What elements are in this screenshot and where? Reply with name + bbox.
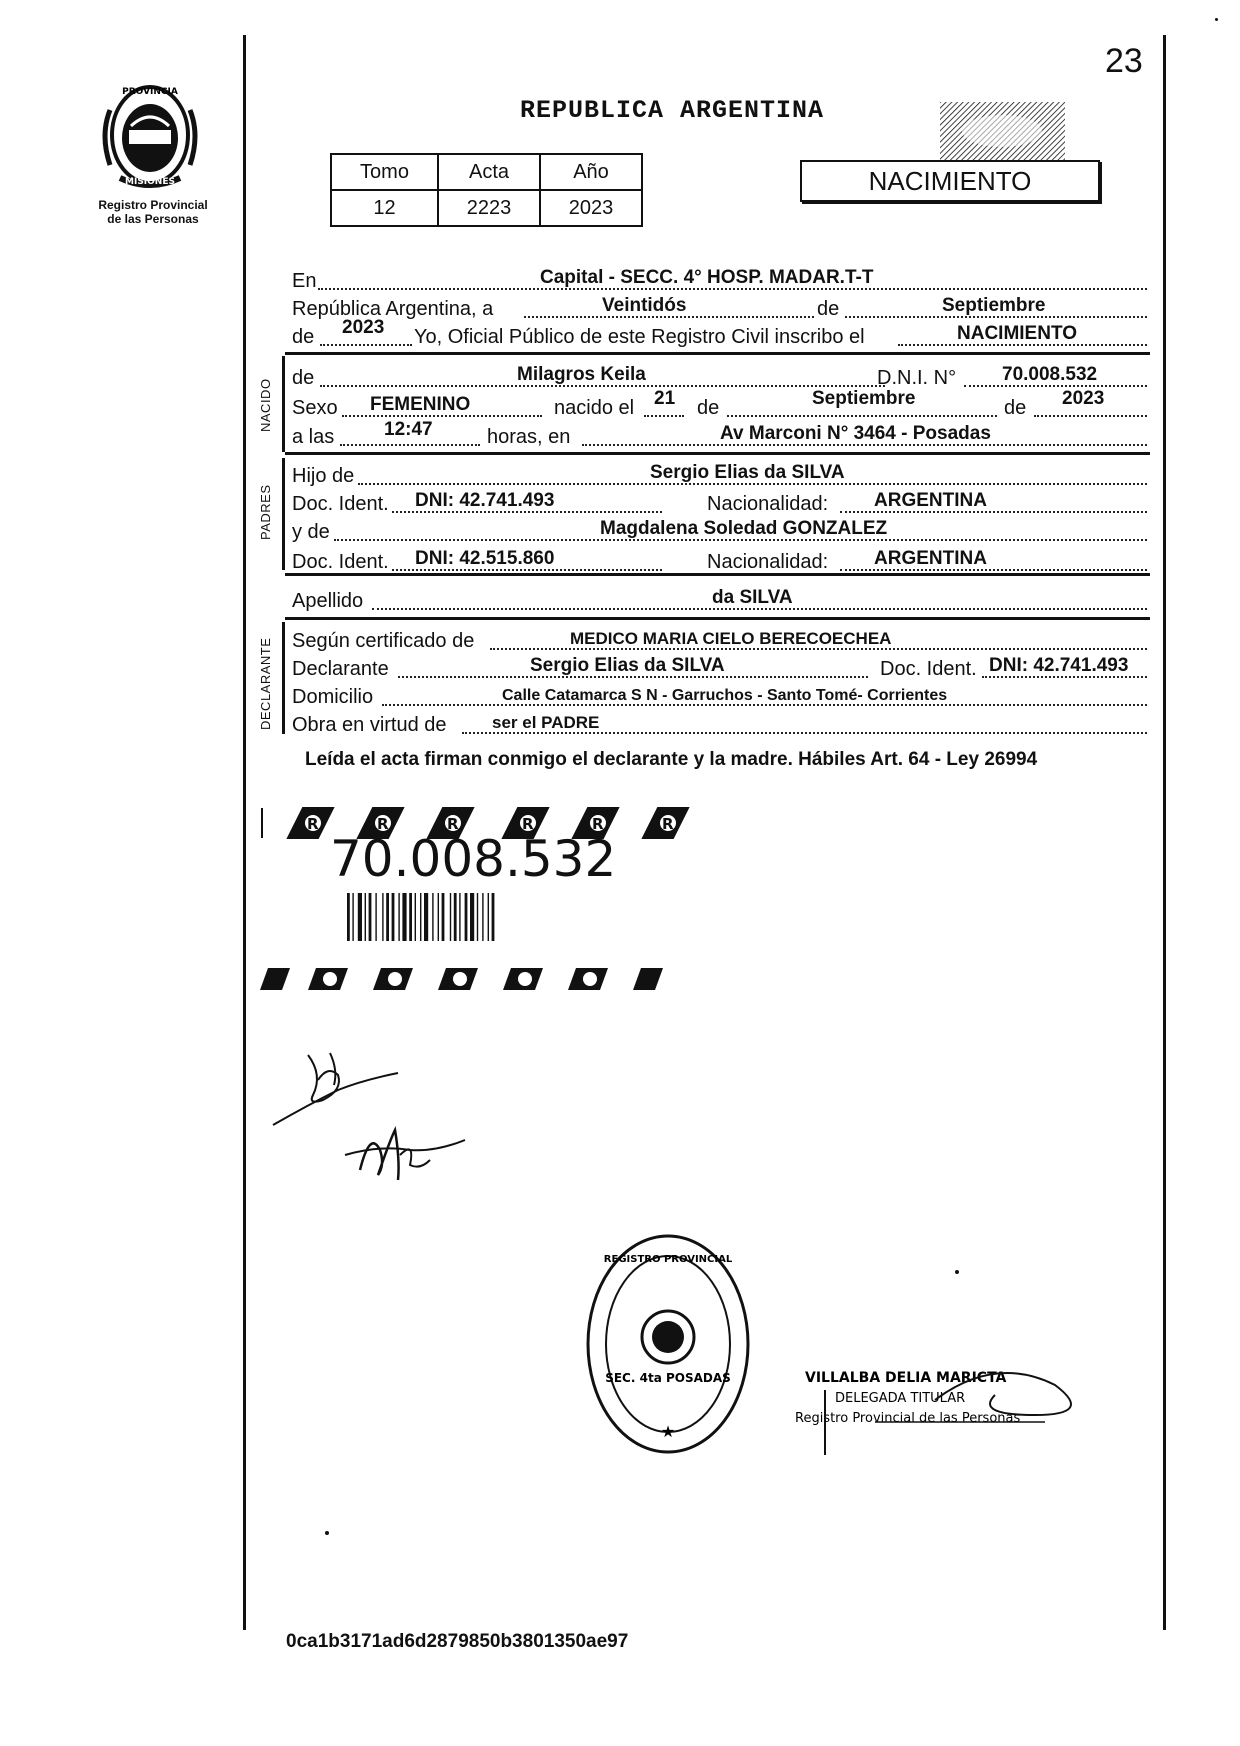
issuer-caption-line2: de las Personas	[107, 212, 199, 226]
svg-text:MISIONES: MISIONES	[125, 177, 175, 187]
document-title: REPUBLICA ARGENTINA	[520, 96, 825, 125]
stamped-dni-number: 70.008.532	[330, 830, 617, 888]
barcode	[347, 893, 569, 941]
row-mother-doc	[292, 546, 1147, 574]
official-role: DELEGADA TITULAR	[835, 1391, 966, 1406]
label-nacionalidad: Nacionalidad:	[707, 493, 829, 515]
svg-text:R: R	[592, 815, 604, 833]
official-signature-stamp	[795, 1360, 1105, 1460]
value-day-words: Veintidós	[602, 295, 687, 316]
value-father-name: Sergio Elias da SILVA	[650, 462, 845, 483]
value-time: 12:47	[384, 419, 433, 440]
label-de-year: de	[292, 326, 315, 348]
value-mother-nationality: ARGENTINA	[874, 548, 987, 569]
value-father-doc: DNI: 42.741.493	[415, 490, 555, 511]
row-father	[292, 460, 1147, 488]
svg-text:R: R	[307, 815, 319, 833]
value-act-word: NACIMIENTO	[957, 323, 1077, 344]
value-sexo: FEMENINO	[370, 394, 471, 415]
value-apellido: da SILVA	[712, 587, 793, 608]
label-certificado: Según certificado de	[292, 630, 475, 652]
signature-mother	[340, 1110, 470, 1190]
label-obra: Obra en virtud de	[292, 714, 447, 736]
registry-table	[330, 153, 643, 227]
row-apellido	[292, 585, 1147, 613]
value-child-dni: 70.008.532	[1002, 364, 1098, 385]
svg-text:R: R	[662, 815, 674, 833]
label-doc-ident: Doc. Ident.	[292, 493, 389, 515]
label-horas-en: horas, en	[487, 426, 571, 448]
row-mother	[292, 516, 1147, 544]
value-mother-doc: DNI: 42.515.860	[415, 548, 555, 569]
value-certificado: MEDICO MARIA CIELO BERECOECHEA	[570, 629, 892, 648]
header-anio: Año	[540, 154, 642, 190]
svg-text:R: R	[377, 815, 389, 833]
value-anio: 2023	[540, 190, 642, 226]
nacido-bracket	[282, 356, 285, 452]
declarante-bracket	[282, 622, 285, 734]
security-watermark-row-top	[258, 800, 718, 833]
security-hatch-stamp	[940, 102, 1065, 160]
scan-speck	[1215, 18, 1218, 21]
label-de-month: de	[697, 397, 720, 419]
value-month: Septiembre	[942, 295, 1046, 316]
label-de-year2: de	[1004, 397, 1027, 419]
value-father-nationality: ARGENTINA	[874, 490, 987, 511]
svg-text:REGISTRO PROVINCIAL: REGISTRO PROVINCIAL	[603, 1254, 733, 1265]
registry-seal	[583, 1232, 753, 1457]
label-sexo: Sexo	[292, 397, 338, 419]
label-nacionalidad: Nacionalidad:	[707, 551, 829, 573]
dotted-line	[727, 415, 997, 417]
label-de: de	[817, 298, 840, 320]
section-divider	[285, 617, 1150, 620]
label-domicilio: Domicilio	[292, 686, 374, 708]
side-label-padres: PADRES	[258, 484, 273, 540]
label-nacido-el: nacido el	[554, 397, 635, 419]
section-divider	[285, 352, 1150, 355]
value-tomo: 12	[331, 190, 438, 226]
value-place: Capital - SECC. 4° HOSP. MADAR.T-T	[540, 267, 874, 288]
label-y-de: y de	[292, 521, 330, 543]
dotted-line	[340, 444, 480, 446]
value-birth-day: 21	[654, 388, 676, 409]
row-inscribo	[292, 317, 1147, 349]
label-apellido: Apellido	[292, 590, 364, 612]
value-acta: 2223	[438, 190, 540, 226]
padres-bracket	[282, 458, 285, 570]
side-label-nacido: NACIDO	[258, 378, 273, 432]
label-republica: República Argentina, a	[292, 298, 494, 320]
value-birth-year: 2023	[1062, 388, 1105, 409]
svg-text:★: ★	[660, 1422, 676, 1441]
dotted-line	[1034, 415, 1147, 417]
province-seal-logo	[95, 80, 205, 195]
section-divider	[285, 452, 1150, 455]
row-declarante	[292, 653, 1147, 681]
row-obra	[292, 709, 1147, 737]
label-dni: D.N.I. N°	[877, 367, 957, 389]
label-a-las: a las	[292, 426, 335, 448]
legal-note: Leída el acta firman conmigo el declarante y la madre. Hábiles Art. 64 - Ley 26994	[305, 749, 1038, 770]
dotted-line	[320, 344, 412, 346]
value-mother-name: Magdalena Soledad GONZALEZ	[600, 518, 888, 539]
scan-speck	[325, 1531, 329, 1535]
header-tomo: Tomo	[331, 154, 438, 190]
row-date	[292, 293, 1147, 321]
security-watermark-row-bottom	[258, 962, 718, 992]
act-type-box: NACIMIENTO	[800, 160, 1100, 202]
value-birth-place: Av Marconi N° 3464 - Posadas	[720, 423, 991, 444]
issuer-caption-line1: Registro Provincial	[98, 198, 208, 212]
row-domicilio	[292, 681, 1147, 709]
official-name: VILLALBA DELIA MARICTA	[805, 1370, 1007, 1386]
value-domicilio: Calle Catamarca S N - Garruchos - Santo Tomé- Corrientes	[502, 687, 948, 704]
scan-speck	[955, 1270, 959, 1274]
value-declarante-name: Sergio Elias da SILVA	[530, 655, 725, 676]
svg-text:PROVINCIA: PROVINCIA	[122, 87, 178, 97]
svg-text:R: R	[522, 815, 534, 833]
svg-text:SEC. 4ta POSADAS: SEC. 4ta POSADAS	[605, 1371, 731, 1385]
header-acta: Acta	[438, 154, 540, 190]
official-registry: Registro Provincial de las Personas	[795, 1411, 1021, 1426]
value-birth-month: Septiembre	[812, 388, 916, 409]
footer-hash: 0ca1b3171ad6d2879850b3801350ae97	[286, 1631, 629, 1652]
side-label-declarante: DECLARANTE	[258, 637, 273, 730]
value-declarante-doc: DNI: 42.741.493	[989, 655, 1129, 676]
value-obra: ser el PADRE	[492, 713, 600, 732]
label-declarante: Declarante	[292, 658, 389, 680]
label-inscribo: Yo, Oficial Público de este Registro Civil inscribo el	[414, 326, 865, 348]
svg-text:R: R	[447, 815, 459, 833]
label-de-name: de	[292, 367, 315, 389]
left-margin-rule	[243, 35, 246, 1630]
right-margin-rule	[1163, 35, 1166, 1630]
row-time-place	[292, 421, 1147, 449]
label-doc-ident: Doc. Ident.	[292, 551, 389, 573]
row-certificado	[292, 625, 1147, 653]
value-year: 2023	[342, 317, 385, 338]
issuer-caption	[78, 198, 228, 226]
row-sex-birth	[292, 388, 1147, 420]
label-en: En	[292, 270, 317, 292]
label-hijo-de: Hijo de	[292, 465, 355, 487]
section-divider	[285, 573, 1150, 576]
page-number: 23	[1105, 42, 1143, 80]
label-doc-ident: Doc. Ident.	[880, 658, 977, 680]
value-child-name: Milagros Keila	[517, 364, 646, 385]
watermark-r-icon	[288, 808, 333, 838]
dotted-line	[644, 415, 684, 417]
row-place	[292, 265, 1147, 293]
row-father-doc	[292, 488, 1147, 516]
row-name	[292, 362, 1147, 390]
